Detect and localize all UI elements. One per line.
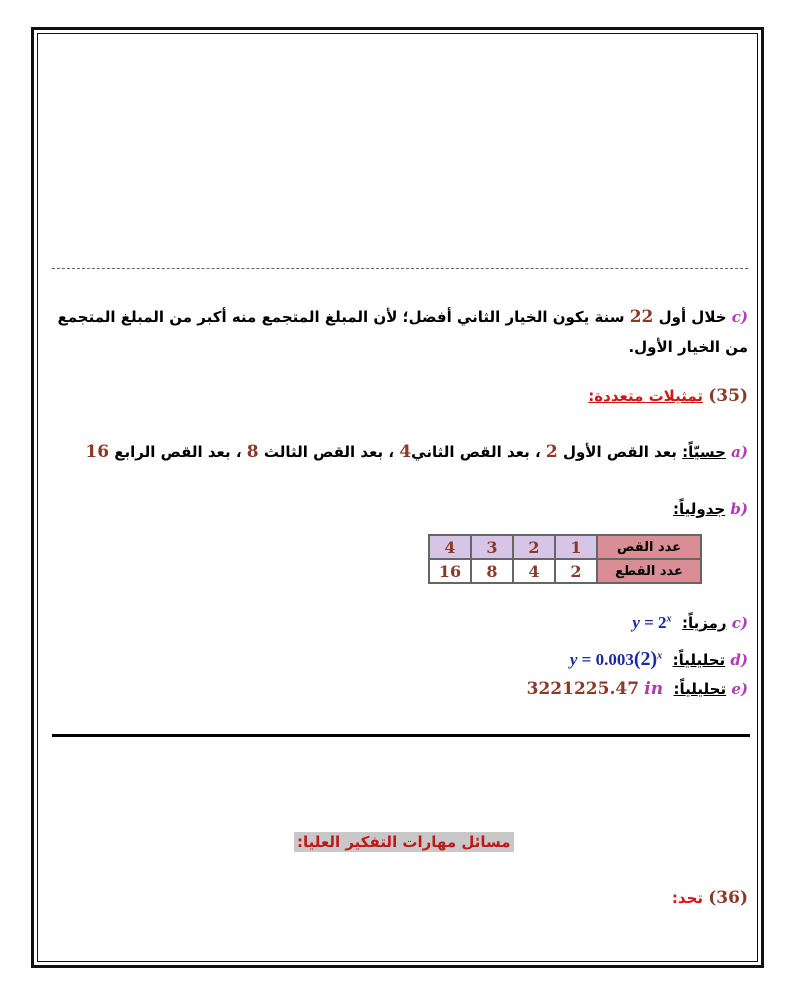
part-c-answer (50, 302, 748, 362)
part-e-analytic (527, 679, 748, 699)
part-label: حسيّاً: (682, 443, 726, 461)
part-letter: c) (731, 614, 748, 632)
answer: 3221225.47 in (526, 679, 664, 699)
part-a (85, 442, 748, 462)
part-letter: d) (730, 651, 748, 669)
part-b (673, 500, 748, 518)
table-cell: 4 (429, 535, 471, 559)
table-cell: 2 (555, 559, 597, 583)
text: ، بعد القص الرابع (114, 443, 242, 461)
part-letter: a) (731, 443, 748, 461)
row-header: عدد القص (597, 535, 701, 559)
problem-35-heading (588, 386, 748, 406)
value: 8 (246, 442, 259, 462)
part-letter: b) (730, 500, 748, 518)
part-label: تحليلياً: (672, 651, 726, 669)
row-header: عدد القطع (597, 559, 701, 583)
section-divider (52, 734, 750, 737)
value: 2 (545, 442, 558, 462)
page-border-inner (37, 33, 758, 962)
text: من الخيار الأول. (628, 338, 748, 356)
table-cell: 4 (513, 559, 555, 583)
part-letter: c) (731, 308, 748, 326)
text: سنة يكون الخيار الثاني أفضل؛ لأن المبلغ المتجمع منه أكبر من المبلغ المتجمع (57, 308, 625, 326)
value: 16 (85, 442, 110, 462)
hots-heading (294, 833, 514, 851)
part-letter: e) (731, 680, 748, 698)
table-row (429, 535, 701, 559)
text: ، بعد القص الثاني (411, 443, 541, 461)
problem-number: (36) (708, 888, 748, 908)
cuts-table (428, 534, 702, 584)
part-label: رمزياً: (682, 614, 727, 632)
problem-title: تحد: (671, 889, 704, 907)
part-label: جدولياً: (672, 500, 726, 518)
dashed-divider (52, 268, 748, 269)
table-cell: 8 (471, 559, 513, 583)
table-row (429, 559, 701, 583)
text: ، بعد القص الثالث (263, 443, 395, 461)
part-d-analytic (570, 648, 748, 671)
hots-title: مسائل مهارات التفكير العليا: (294, 832, 514, 852)
table-cell: 1 (555, 535, 597, 559)
table-cell: 3 (471, 535, 513, 559)
part-c-symbolic (632, 613, 748, 633)
equation: $y = 0.003(2)^x$ (569, 648, 663, 670)
part-label: تحليلياً: (673, 680, 727, 698)
problem-title: تمثيلات متعددة: (588, 387, 704, 405)
table-cell: 16 (429, 559, 471, 583)
value: 4 (399, 442, 412, 462)
table-cell: 2 (513, 535, 555, 559)
equation: y = 2$^x$ (632, 613, 672, 632)
text: بعد القص الأول (562, 443, 677, 461)
text: خلال أول (658, 308, 727, 326)
value: 22 (629, 307, 654, 327)
problem-number: (35) (708, 386, 748, 406)
problem-36-heading (672, 888, 748, 908)
